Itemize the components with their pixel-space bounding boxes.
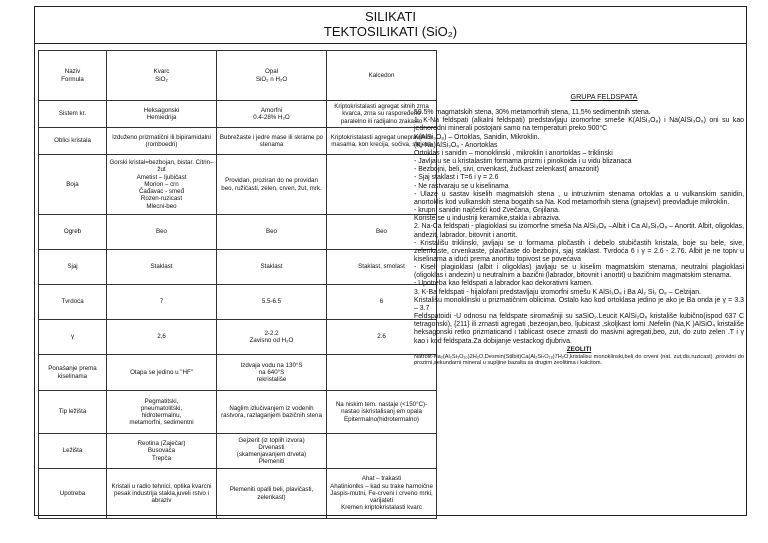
paragraph: - Bezbojni, beli, sivi, crvenkast, žućkast zelenkast( amazonit) <box>414 166 599 174</box>
cell-opal: Providan, proziran do ne providan beo, ružičasti, zelen, crven, žut, mrk. <box>217 155 327 215</box>
table-row <box>39 391 437 434</box>
feldspar-text-column <box>414 93 744 367</box>
paragraph: Ortoklas i sanidin – monoklinski , mikroklin i anortoklas – triklinski <box>414 149 613 157</box>
table-row <box>39 285 437 320</box>
paragraph: 3. K-Ba feldspati - hijalofani predstavljaju izomorfni smešu K AlSi₃O₈ i Ba Al₂ Si₂ O₈ – Celzijan. <box>414 288 701 296</box>
cell-kalcedon: Staklast, smolast <box>327 250 437 285</box>
row-label: Sistem kr. <box>39 101 107 128</box>
document-page <box>34 6 747 516</box>
zeoliti-title: ZEOLITI <box>566 345 592 353</box>
table-row <box>39 469 437 519</box>
paragraph: - Javljaju se u kristalastim formama prizmi i pinokoida i u vidu blizanaca <box>414 158 632 166</box>
zeoliti-text: Natrolit-Na₂(Al₂Si₃O₁₀)2H₂O,Desmin(Stilbit)Ca(Al₂Si₇O₁₈)7H₂O,kristalisu monoklinski,beli do crveni (nat. zut,dis.ruzicast) ,providni do prozirni,sekundarni mineral u supljine bazalta sa drugim zeolitima i kalcitom. <box>414 353 744 367</box>
paragraph: - Upotreba kao feldspati a labrador kao dekorativni kamen. <box>414 280 593 288</box>
table-row <box>39 320 437 355</box>
table-row <box>39 355 437 391</box>
row-label: Boja <box>39 155 107 215</box>
header-cell-kvarc: Kvarc SiO₂ <box>107 51 217 101</box>
title-silikati: SILIKATI <box>364 9 417 24</box>
table-row <box>39 101 437 128</box>
paragraph: - krupni sanidin najčešći kod Zvečana, Gnjilana. <box>414 207 560 215</box>
row-label: Tip ležišta <box>39 391 107 434</box>
mineral-properties-table <box>38 50 437 519</box>
cell-kvarc: 2,6 <box>107 320 217 355</box>
paragraph: - Ne rastvaraju se u kiselinama <box>414 182 509 190</box>
cell-kvarc: Izduženo prizmatični ili bipiramidalni (romboedri) <box>107 128 217 155</box>
cell-kvarc: Heksagonski Hemiedrija <box>107 101 217 128</box>
cell-opal: Amorfni 0.4-28% H₂O <box>217 101 327 128</box>
cell-kalcedon: Kriptokristalasti agregat unepravilnim masama, kon krecija, sočiva, slojeva <box>327 128 437 155</box>
paragraph: Kristališu monoklinski u prizmatičnim oblicima. Ostalo kao kod ortoklasa jedino je ako je Ba onda je γ = 3.3 – 3.7 <box>414 296 744 312</box>
cell-opal: Staklast <box>217 250 327 285</box>
header-cell-opal: Opal SiO₂ n H₂O <box>217 51 327 101</box>
header-cell-naziv: Naziv Formula <box>39 51 107 101</box>
cell-opal: Izdvaja vodu na 130°S na 640°S rekristališe <box>217 355 327 391</box>
table-row <box>39 250 437 285</box>
group-title: GRUPA FELDSPATA <box>570 92 638 101</box>
document-header <box>35 7 746 44</box>
paragraph: (K, Na)AlSi₃O₈ - Anortoklas <box>414 141 498 149</box>
cell-kalcedon: Na niskim tem. nastaje (<150°C)- nastao iskristalisanj em opala Epitermalno(hidrotermalno) <box>327 391 437 434</box>
cell-kalcedon: Kriptokristalasti agregat sitnih zrna kvarca, zrna su raspoređeno paralelno ili radijalno zrakasto <box>327 101 437 128</box>
cell-kvarc: 7 <box>107 285 217 320</box>
cell-kvarc: Staklast <box>107 250 217 285</box>
paragraph: K(AlSi₃O₈) – Ortoklas, Sanidin, Mikroklin. <box>414 133 540 141</box>
cell-kvarc: Kristali u radio tehnici, optika kvarcni pesak industrija stakla,juveli rstvo i abraziv <box>107 469 217 519</box>
row-label: Oblici kristala <box>39 128 107 155</box>
cell-kvarc: Beo <box>107 215 217 250</box>
cell-kalcedon <box>327 434 437 469</box>
cell-opal: 5.5-6.5 <box>217 285 327 320</box>
cell-kalcedon: 6 <box>327 285 437 320</box>
row-label: Ležišta <box>39 434 107 469</box>
cell-kvarc: Otapa se jedino u "HF" <box>107 355 217 391</box>
paragraph: 1. K-Na feldspati (alkalni feldspati) predstavljaju izomorfne smeše K(AlSi₃O₈) i Na(AlSi₃O₈) oni su kao jednorodni minerali postojani samo na temperaturi preko 900°C <box>414 117 744 133</box>
cell-kalcedon: Ahat – trakasti Ahatinionlks – kad su trake harnoične Jaspis-mutni, Fe-crveni i crveno mrki, varijateti Kremen kriptokristalasti kvarc <box>327 469 437 519</box>
paragraph: 59.5% magmatskih stena, 30% metamorfnih stena, 11,5% sedimentnih stena. <box>414 109 651 117</box>
row-label: Upotreba <box>39 469 107 519</box>
table-row <box>39 128 437 155</box>
paragraph: - Ulaze u sastav kiselih magmatskih stena , u intruzivnim stenama ortoklas a u vulkanskim sanidin, anortoklis kod vulkanskih stena bogatih sa Na. Kod metamorfnih stena (gnajsevi) preovlađuje mikroklin. <box>414 190 744 206</box>
cell-opal: 2-2.2 Zavisno od H₂O <box>217 320 327 355</box>
cell-opal: Gejzerit (iz toplih izvora) Drvenasti (skamenjavanjem drveta) Plemeniti <box>217 434 327 469</box>
row-label: Sjaj <box>39 250 107 285</box>
row-label: γ <box>39 320 107 355</box>
cell-opal: Beo <box>217 215 327 250</box>
table-row <box>39 155 437 215</box>
paragraph: Koriste se u industriji keramike,stakla i abraziva. <box>414 215 561 223</box>
row-label: Ogreb <box>39 215 107 250</box>
table-row <box>39 434 437 469</box>
cell-kvarc: Reotina (Zaječar) Busovača Trepča <box>107 434 217 469</box>
cell-opal: Plemeniti opalli beli, plavičasti, zelenkast) <box>217 469 327 519</box>
cell-kalcedon: Beo <box>327 215 437 250</box>
paragraph: Feldspatoidi -U odnosu na feldspate siromašniji su saSiO₂.Leucit KAlSi₂O₆ kristališe kubično(ispod 637 C tetragonski), {211} ili zrnasti agregati ,bezeojan,beo, ljubicast ,skoljkast lomi .Nefelin (Na,K )AlSiO₄ kristališe heksagonski retko prizmaticand i tablicast osece zrnasti do masivni agregati,beo, zut, do zuto zelen .T i γ kao i kod feldspata.Za dobijanje vestackog djubriva. <box>414 313 744 345</box>
title-tektosilikati: TEKTOSILIKATI (SiO₂) <box>323 24 458 39</box>
paragraph: 2. Na-Ca feldspati - plagioklasi su izomorfne smeša Na AlSi₃O₈ –Albit i Ca Al₂Si₂O₈ – Anortit. Albit, oligoklas, andezit, labrador, bitovnit i anortit. <box>414 223 744 239</box>
cell-kalcedon: 2.6 <box>327 320 437 355</box>
paragraph: - Kristališu triklinski, javljaju se u formama pločastih i debelo stubičastih kristala, boje su bele, sive, zelenkaste, crvenkaste, plavičaste do bezbojni, sjaj staklast. Tvrdoća 6 i γ = 2.6 - 2.76. Albit je ne topiv u kiselinama a idući prema anortitu topivost se povećava <box>414 239 744 263</box>
row-label: Tvrdoća <box>39 285 107 320</box>
cell-kvarc: Pegmatitski, pneumatolitski, hidrotermalnu, metamorfni, sedimentni <box>107 391 217 434</box>
paragraph: - Kiseli plagioklasi (albit i oligoklas) javljaju se u kiselim magmatskim stenama, neutralni plagioklasi (oligoklas i andezin) u neutralnim a bazični (labrador, bitovnit i anortit) u bazičnim magmatskim stenama. <box>414 264 744 280</box>
paragraph: - Sjaj staklast i T=6 i γ = 2.6 <box>414 174 499 182</box>
table-row <box>39 215 437 250</box>
cell-kvarc: Gorski kristal=bezbojan, bistar. Citrin– žut Ametist – ljubičast Morion – crn Čađavac - smeđ Rozen-ruzicast Mlecni-beo <box>107 155 217 215</box>
cell-opal: Naglim izlučivanjem iz vodenih rastvora, razlaganjem bazičnih stena <box>217 391 327 434</box>
row-label: Ponašanje prema kiselinama <box>39 355 107 391</box>
header-cell-kalcedon: Kalcedon <box>327 51 437 101</box>
cell-opal: Bubrežaste i jedre mase ili skrame po stenama <box>217 128 327 155</box>
